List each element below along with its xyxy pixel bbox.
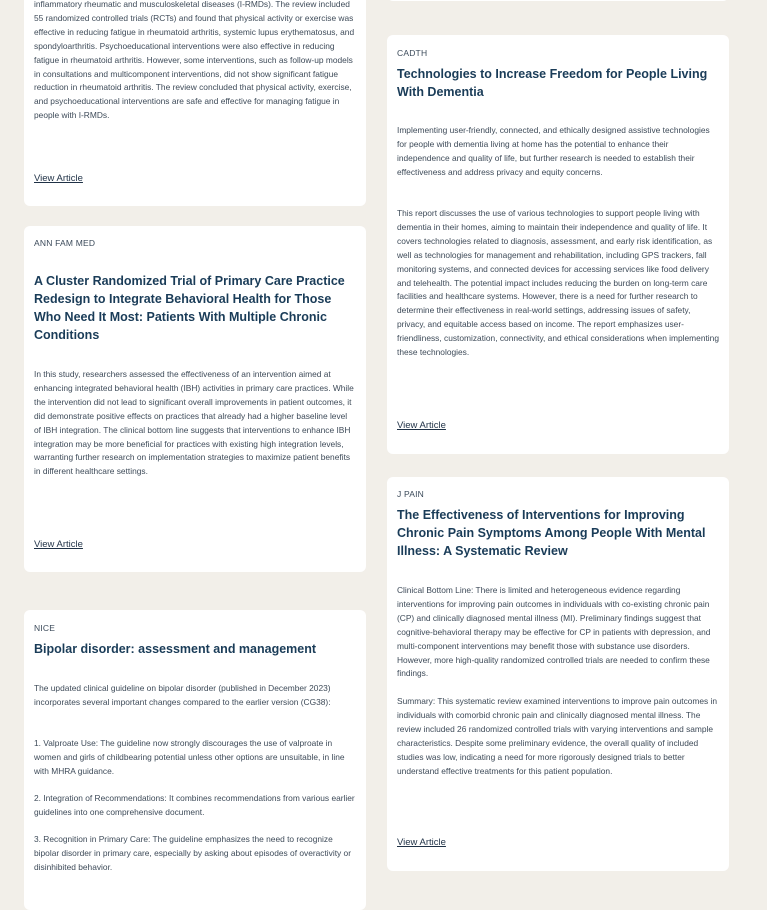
article-card-dementia <box>387 35 729 454</box>
article-summary: inflammatory rheumatic and musculoskeletal diseases (I-RMDs). The review included 55 randomized controlled trials (RCTs) and found that physical activity or exercise was effective in reducing fatigue in rheumatoid arthritis, systemic lupus erythematosus, and spondyloarthritis. Psychoeducational interventions were also effective in reducing fatigue in rheumatoid arthritis. However, some interventions, such as follow-up models in consultations and multicomponent interventions, did not show significant fatigue reduction in rheumatoid arthritis. The review concluded that physical activity, exercise, and psychoeducational interventions are safe and effective for managing fatigue in people with I-RMDs. <box>34 0 355 121</box>
article-summary-point-3: 3. Recognition in Primary Care: The guideline emphasizes the need to recognize bipolar disorder in primary care, especially by asking about episodes of overactivity or disinhibited behavior. <box>34 834 352 872</box>
article-source: CADTH <box>397 48 428 58</box>
article-title[interactable]: A Cluster Randomized Trial of Primary Care Practice Redesign to Integrate Behavioral Health for Those Who Need It Most: Patients With Multiple Chronic Conditions <box>34 274 345 342</box>
view-article-link[interactable]: View Article <box>397 837 446 848</box>
article-source: ANN FAM MED <box>34 238 96 248</box>
article-title[interactable]: Bipolar disorder: assessment and management <box>34 642 317 656</box>
article-summary-details: This report discusses the use of various technologies to support people living with dementia in their homes, aiming to maintain their independence and quality of life. It covers technologies related to diagnosis, assessment, and early risk identification, as well as technologies for management and rehabilitation, including GPS trackers, fall monitoring systems, and connected devices for accessing services like food delivery and telehealth. The potential impact includes reducing the burden on long-term care facilities and healthcare systems. However, there is a need for further research to determine their effectiveness in real-world settings, addressing issues of safety, privacy, and equitable access based on income. The report emphasizes user-friendliness, customization, connectivity, and ethical considerations when implementing these technologies. <box>397 208 719 358</box>
article-summary-details: Summary: This systematic review examined interventions to improve pain outcomes in individuals with comorbid chronic pain and clinically diagnosed mental illness. The review included 26 randomized controlled trials with varying interventions and sample characteristics. Despite some preliminary evidence, the overall quality of included studies was low, indicating a need for more rigorously designed trials to better understand effective treatments for this patient population. <box>397 696 718 776</box>
article-card-fatigue <box>24 0 366 206</box>
view-article-link[interactable]: View Article <box>397 420 446 431</box>
article-source: NICE <box>34 623 56 633</box>
article-card-bipolar <box>24 610 366 910</box>
article-card-chronic-pain <box>387 477 729 871</box>
article-title[interactable]: Technologies to Increase Freedom for People Living With Dementia <box>397 67 708 99</box>
article-card-primary-care <box>24 226 366 572</box>
article-summary-point-1: 1. Valproate Use: The guideline now strongly discourages the use of valproate in women and girls of childbearing potential unless other options are unsuitable, in line with MHRA guidance. <box>34 738 345 776</box>
article-summary-bottom-line: Clinical Bottom Line: There is limited and heterogeneous evidence regarding interventions for improving pain outcomes in individuals with co-existing chronic pain (CP) and clinically diagnosed mental illness (MI). Preliminary findings suggest that cognitive-behavioral therapy may be effective for CP in patients with depression, and multi-component interventions may benefit those with substance use disorders. However, more high-quality randomized controlled trials are needed to confirm these findings. <box>397 585 711 679</box>
article-summary-point-2: 2. Integration of Recommendations: It combines recommendations from various earlier guidelines into one comprehensive document. <box>34 793 355 817</box>
article-source: J PAIN <box>397 489 425 499</box>
view-article-link[interactable]: View Article <box>34 173 83 184</box>
article-title[interactable]: The Effectiveness of Interventions for Improving Chronic Pain Symptoms Among People With Mental Illness: A Systematic Review <box>397 508 706 558</box>
article-card-partial-top <box>387 0 729 1</box>
article-summary-intro: The updated clinical guideline on bipolar disorder (published in December 2023) incorporates several important changes compared to the earlier version (CG38): <box>34 683 331 707</box>
view-article-link[interactable]: View Article <box>34 539 83 550</box>
article-summary-clinical: Implementing user-friendly, connected, and ethically designed assistive technologies for people with dementia living at home has the potential to enhance their independence and quality of life, but further research is needed to establish their effectiveness and address privacy and equity concerns. <box>397 125 710 177</box>
article-summary: In this study, researchers assessed the effectiveness of an intervention aimed at enhancing integrated behavioral health (IBH) activities in primary care practices. While the intervention did not lead to significant overall improvements in patient outcomes, it did demonstrate positive effects on practices that already had a higher baseline level of IBH integration. The clinical bottom line suggests that interventions to enhance IBH integration may be more beneficial for practices with existing high integration levels, warranting further research on implementation strategies to maximize patient benefits in different healthcare settings. <box>34 369 354 477</box>
